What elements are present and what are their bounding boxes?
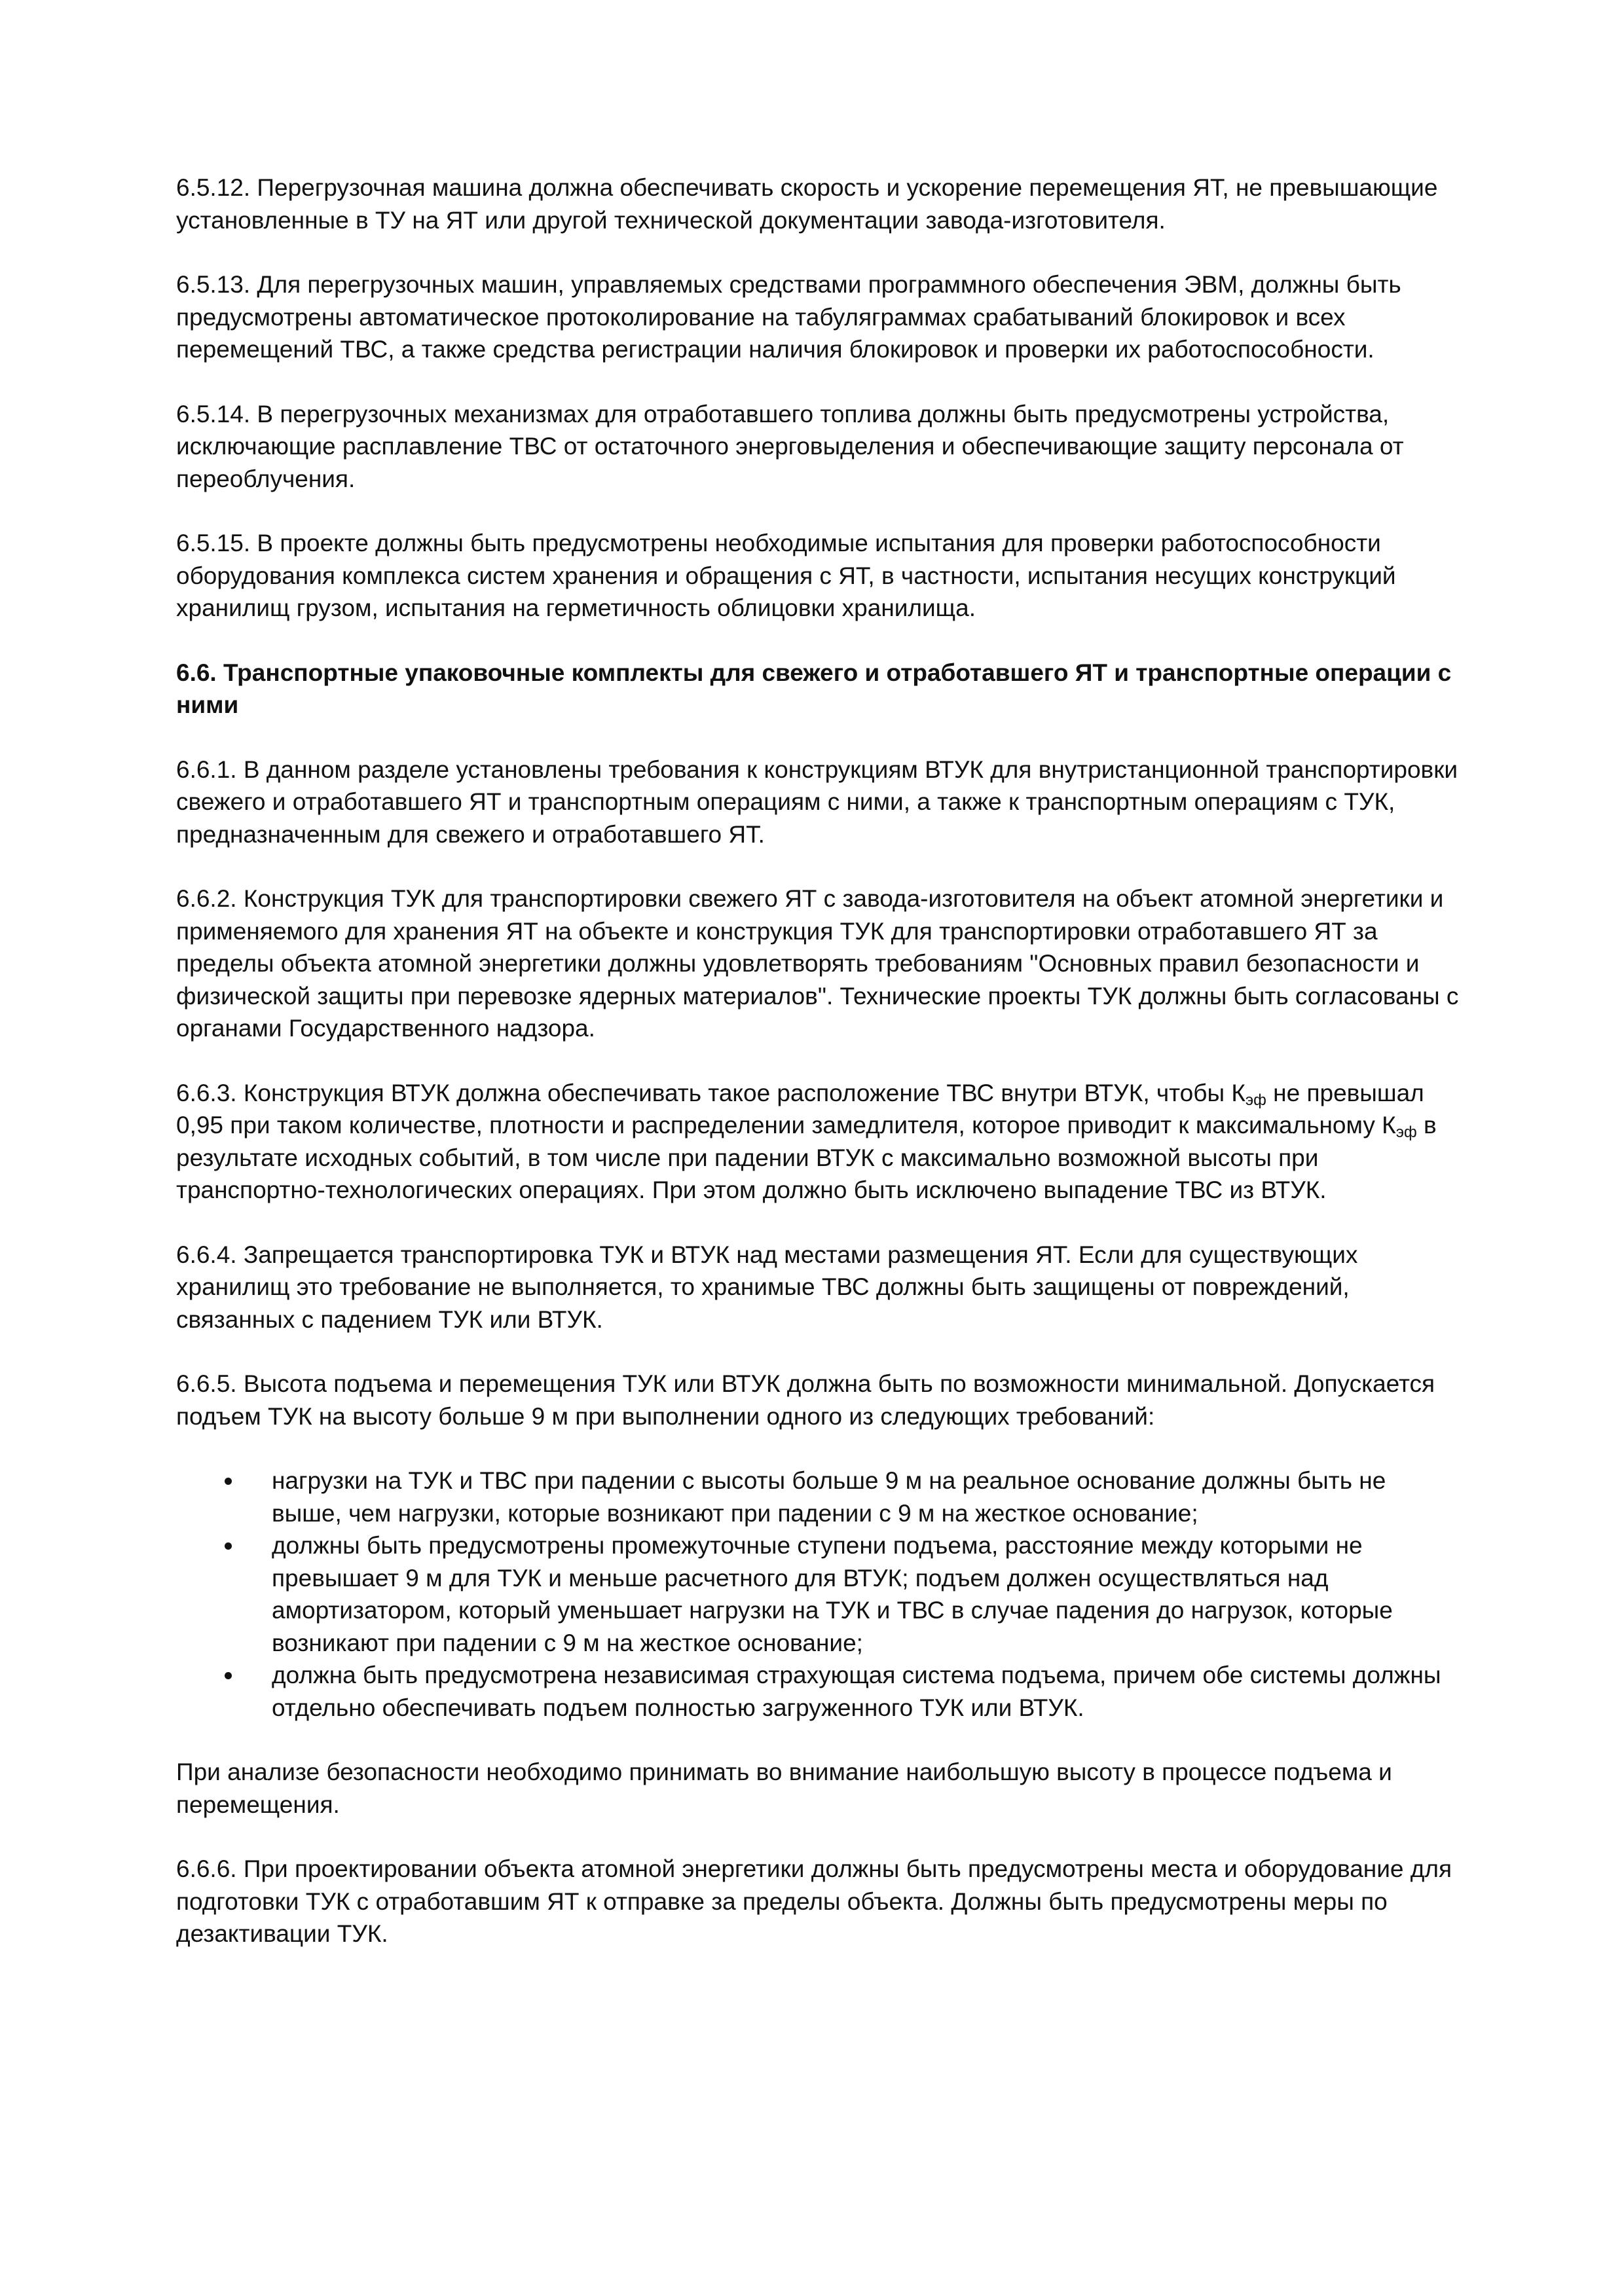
k-eff-subscript: эф [1395, 1123, 1417, 1141]
k-eff-subscript: эф [1245, 1091, 1266, 1109]
paragraph-6-6-2: 6.6.2. Конструкция ТУК для транспортировки свежего ЯТ с завода-изготовителя на объект атомной энергетики и применяемого для хранения ЯТ на объекте и конструкция ТУК для транспортировки отработавшего ЯТ за пределы объекта атомной энергетики должны удовлетворять требованиям "Основных правил безопасности и физической защиты при перевозке ядерных материалов". Технические проекты ТУК должны быть согласованы с органами Государственного надзора. [176, 885, 1459, 1042]
bullet-item [176, 1529, 1460, 1659]
paragraph-6-6-5: 6.6.5. Высота подъема и перемещения ТУК или ВТУК должна быть по возможности минимальной. Допускается подъем ТУК на высоту больше 9 м при выполнении одного из следующих требований: [176, 1370, 1435, 1430]
requirements-bullet-list [176, 1465, 1460, 1724]
bullet-text: должны быть предусмотрены промежуточные ступени подъема, расстояние между которыми не превышает 9 м для ТУК и меньше расчетного для ВТУК; подъем должен осуществляться над амортизатором, который уменьшает нагрузки на ТУК и ТВС в случае падения до нагрузок, которые возникают при падении с 9 м на жесткое основание; [272, 1532, 1393, 1656]
paragraph-6-6-4: 6.6.4. Запрещается транспортировка ТУК и ВТУК над местами размещения ЯТ. Если для существующих хранилищ это требование не выполняется, то хранимые ТВС должны быть защищены от повреждений, связанных с падением ТУК или ВТУК. [176, 1241, 1358, 1333]
paragraph-6-6-1: 6.6.1. В данном разделе установлены требования к конструкциям ВТУК для внутристанционной транспортировки свежего и отработавшего ЯТ и транспортным операциям с ними, а также к транспортным операциям с ТУК, предназначенным для свежего и отработавшего ЯТ. [176, 756, 1458, 848]
paragraph-6-6-3 [176, 1077, 1460, 1207]
paragraph-6-6-3-text-3: в результате исходных событий, в том числе при падении ВТУК с максимально возможной высоты при транспортно-технологических операциях. При этом должно быть исключено выпадение ТВС из ВТУК. [176, 1112, 1437, 1203]
paragraph-6-6-3-text-1: 6.6.3. Конструкция ВТУК должна обеспечивать такое расположение ТВС внутри ВТУК, чтобы К [176, 1079, 1246, 1106]
bullet-item [176, 1659, 1460, 1724]
bullet-dot-icon [225, 1672, 232, 1679]
paragraph-6-5-13: 6.5.13. Для перегрузочных машин, управляемых средствами программного обеспечения ЭВМ, должны быть предусмотрены автоматическое протоколирование на табуляграммах срабатываний блокировок и всех перемещений ТВС, а также средства регистрации наличия блокировок и проверки их работоспособности. [176, 271, 1401, 363]
bullet-dot-icon [225, 1542, 232, 1550]
bullet-dot-icon [225, 1478, 232, 1485]
paragraph-6-5-14: 6.5.14. В перегрузочных механизмах для отработавшего топлива должны быть предусмотрены устройства, исключающие расплавление ТВС от остаточного энерговыделения и обеспечивающие защиту персонала от переоблучения. [176, 400, 1404, 492]
document-page [176, 172, 1460, 1982]
paragraph-6-5-15: 6.5.15. В проекте должны быть предусмотрены необходимые испытания для проверки работоспособности оборудования комплекса систем хранения и обращения с ЯТ, в частности, испытания несущих конструкций хранилищ грузом, испытания на герметичность облицовки хранилища. [176, 530, 1396, 621]
paragraph-6-5-12: 6.5.12. Перегрузочная машина должна обеспечивать скорость и ускорение перемещения ЯТ, не превышающие установленные в ТУ на ЯТ или другой технической документации завода-изготовителя. [176, 174, 1438, 234]
bullet-text: нагрузки на ТУК и ТВС при падении с высоты больше 9 м на реальное основание должны быть не выше, чем нагрузки, которые возникают при падении с 9 м на жесткое основание; [272, 1467, 1386, 1527]
paragraph-6-6-6: 6.6.6. При проектировании объекта атомной энергетики должны быть предусмотрены места и оборудование для подготовки ТУК с отработавшим ЯТ к отправке за пределы объекта. Должны быть предусмотрены меры по дезактивации ТУК. [176, 1855, 1452, 1947]
bullet-text: должна быть предусмотрена независимая страхующая система подъема, причем обе системы должны отдельно обеспечивать подъем полностью загруженного ТУК или ВТУК. [272, 1662, 1441, 1721]
section-heading-6-6: 6.6. Транспортные упаковочные комплекты для свежего и отработавшего ЯТ и транспортные операции с ними [176, 659, 1452, 718]
paragraph-safety-analysis: При анализе безопасности необходимо принимать во внимание наибольшую высоту в процессе подъема и перемещения. [176, 1758, 1392, 1818]
paragraph-6-6-3-text-2: не превышал 0,95 при таком количестве, плотности и распределении замедлителя, которое приводит к максимальному К [176, 1079, 1424, 1139]
bullet-item [176, 1465, 1460, 1529]
